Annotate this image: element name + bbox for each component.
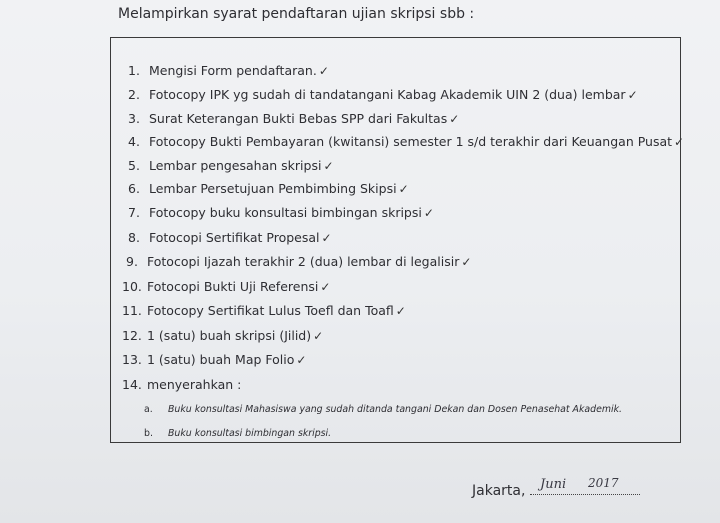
item-text: menyerahkan : — [147, 377, 242, 392]
item-text: Fotocopy buku konsultasi bimbingan skripsi — [149, 205, 422, 220]
checkmark-icon: ✓ — [395, 304, 406, 318]
item-number: 9. — [126, 254, 138, 269]
list-item — [128, 87, 638, 102]
item-text: Fotocopy Bukti Pembayaran (kwitansi) semester 1 s/d terakhir dari Keuangan Pusat — [149, 134, 673, 149]
sub-item — [144, 404, 622, 415]
item-text: Lembar Persetujuan Pembimbing Skipsi — [149, 181, 397, 196]
list-item — [122, 328, 323, 343]
item-number: 8. — [128, 230, 140, 245]
item-number: 10. — [122, 279, 142, 294]
list-item — [128, 205, 434, 220]
item-number: 5. — [128, 158, 140, 173]
list-item — [122, 303, 406, 318]
list-item — [128, 134, 684, 149]
item-number: 12. — [122, 328, 142, 343]
list-item — [126, 254, 471, 269]
item-number: 3. — [128, 111, 140, 126]
item-text: Surat Keterangan Bukti Bebas SPP dari Fakultas — [149, 111, 448, 126]
checkmark-icon: ✓ — [296, 353, 307, 367]
list-item — [122, 352, 306, 367]
item-text: Fotocopi Bukti Uji Referensi — [147, 279, 319, 294]
sub-item-letter: b. — [144, 428, 153, 439]
list-item — [122, 279, 330, 294]
checkmark-icon: ✓ — [423, 206, 434, 220]
document-heading: Melampirkan syarat pendaftaran ujian skripsi sbb : — [118, 6, 475, 22]
handwritten-month: Juni — [540, 477, 567, 492]
sub-item-text: Buku konsultasi Mahasiswa yang sudah ditanda tangani Dekan dan Dosen Penasehat Akademik. — [168, 404, 623, 415]
item-number: 14. — [122, 377, 142, 392]
handwritten-year: 2017 — [588, 476, 619, 490]
checkmark-icon: ✓ — [313, 329, 324, 343]
sub-item — [144, 428, 331, 439]
item-text: Mengisi Form pendaftaran. — [149, 63, 317, 78]
checkmark-icon: ✓ — [318, 64, 329, 78]
checkmark-icon: ✓ — [461, 255, 472, 269]
sub-item-text: Buku konsultasi bimbingan skripsi. — [168, 428, 332, 439]
item-text: 1 (satu) buah Map Folio — [147, 352, 295, 367]
item-text: Fotocopy IPK yg sudah di tandatangani Kabag Akademik UIN 2 (dua) lembar — [149, 87, 626, 102]
item-text: Fotocopy Sertifikat Lulus Toefl dan Toafl — [147, 303, 394, 318]
item-number: 2. — [128, 87, 140, 102]
checkmark-icon: ✓ — [398, 182, 409, 196]
checkmark-icon: ✓ — [627, 88, 638, 102]
list-item — [122, 377, 241, 392]
list-item — [128, 230, 332, 245]
checkmark-icon: ✓ — [320, 280, 331, 294]
item-number: 6. — [128, 181, 140, 196]
item-text: 1 (satu) buah skripsi (Jilid) — [147, 328, 312, 343]
list-item — [128, 181, 409, 196]
checkmark-icon: ✓ — [449, 112, 460, 126]
list-item — [128, 158, 334, 173]
item-number: 13. — [122, 352, 142, 367]
item-number: 7. — [128, 205, 140, 220]
item-text: Fotocopi Ijazah terakhir 2 (dua) lembar di legalisir — [147, 254, 460, 269]
item-number: 1. — [128, 63, 140, 78]
place-label: Jakarta, — [472, 483, 526, 499]
item-number: 4. — [128, 134, 140, 149]
checkmark-icon: ✓ — [321, 231, 332, 245]
item-text: Fotocopi Sertifikat Propesal — [149, 230, 320, 245]
checkmark-icon: ✓ — [323, 159, 334, 173]
item-text: Lembar pengesahan skripsi — [149, 158, 322, 173]
list-item — [128, 111, 459, 126]
list-item — [128, 63, 329, 78]
sub-item-letter: a. — [144, 404, 153, 415]
item-number: 11. — [122, 303, 142, 318]
checkmark-icon: ✓ — [674, 135, 685, 149]
